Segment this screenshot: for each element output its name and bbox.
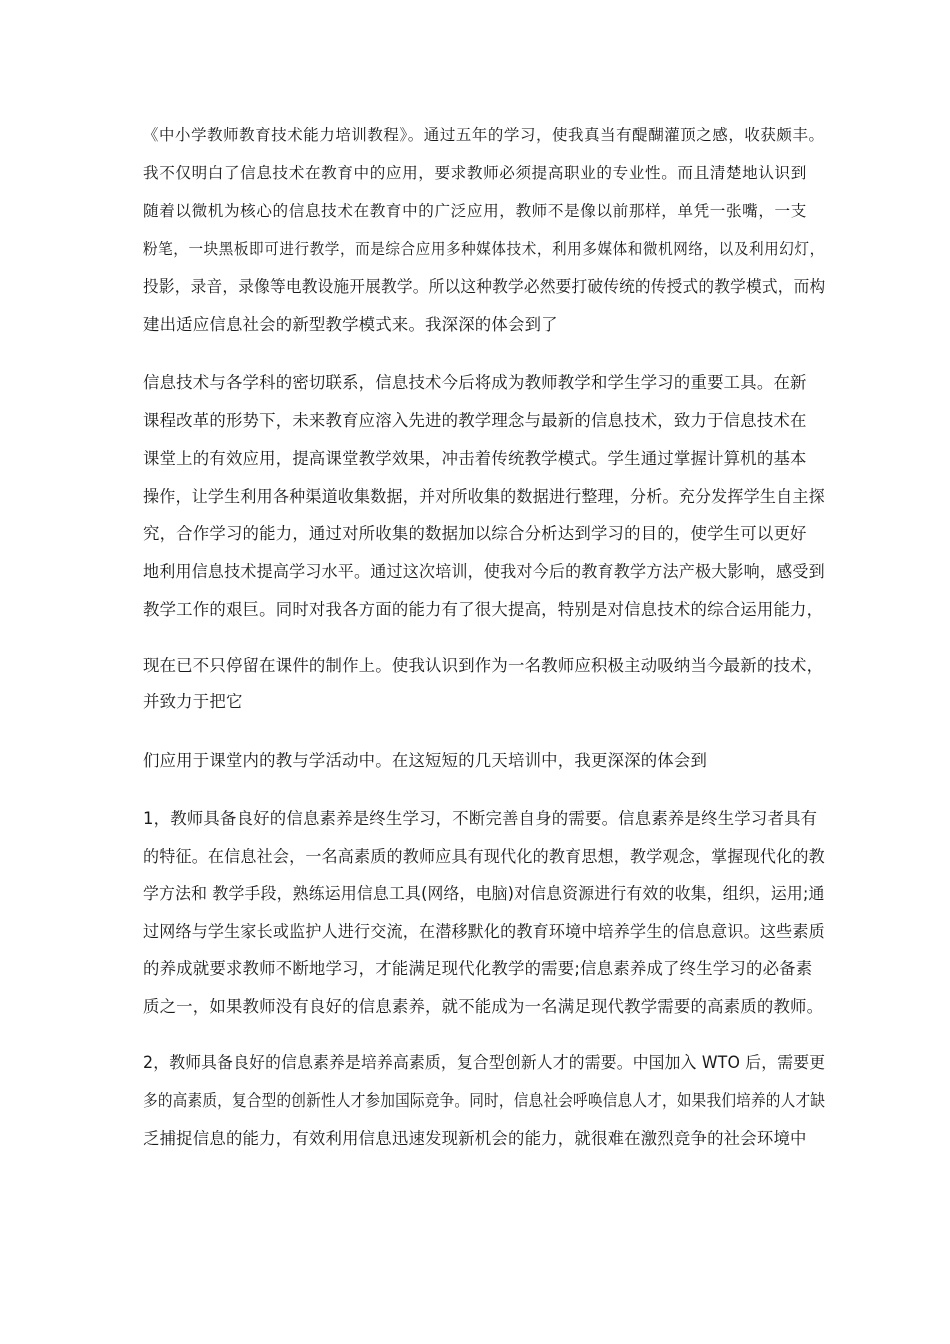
paragraph-3-line-1: 信息技术与各学科的密切联系，信息技术今后将成为教师教学和学生学习的重要工具。在新 [143,373,807,392]
paragraph-7-line-2: 多的高素质，复合型的创新性人才参加国际竞争。同时，信息社会呼唤信息人才，如果我们培养的人才缺 [143,1091,826,1110]
paragraph-5-line-1: 们应用于课堂内的教与学活动中。在这短短的几天培训中，我更深深的体会到 [143,751,708,770]
paragraph-3-line-3: 课堂上的有效应用，提高课堂教学效果，冲击着传统教学模式。学生通过掌握计算机的基本 [143,449,807,468]
paragraph-6-line-5: 的养成就要求教师不断地学习，才能满足现代化教学的需要;信息素养成了终生学习的必备素 [143,959,813,978]
paragraph-6-line-3: 学方法和 教学手段，熟练运用信息工具(网络，电脑)对信息资源进行有效的收集，组织，运用;通 [143,884,825,903]
paragraph-3-line-6: 地利用信息技术提高学习水平。通过这次培训，使我对今后的教育教学方法产极大影响，感受到 [143,562,825,581]
paragraph-3-line-4: 操作，让学生利用各种渠道收集数据，并对所收集的数据进行整理，分析。充分发挥学生自主探 [143,487,825,506]
paragraph-2-line-2: 建出适应信息社会的新型教学模式来。我深深的体会到了 [143,315,558,334]
paragraph-4-line-1: 现在已不只停留在课件的制作上。使我认识到作为一名教师应积极主动吸纳当今最新的技术， [143,656,824,675]
paragraph-6-line-6: 质之一，如果教师没有良好的信息素养，就不能成为一名满足现代教学需要的高素质的教师。 [143,997,824,1016]
paragraph-6-line-1: 1，教师具备良好的信息素养是终生学习，不断完善自身的需要。信息素养是终生学习者具有 [143,809,818,828]
paragraph-6-line-4: 过网络与学生家长或监护人进行交流，在潜移默化的教育环境中培养学生的信息意识。这些素质 [143,922,825,941]
paragraph-1-line-4: 粉笔，一块黑板即可进行教学，而是综合应用多种媒体技术，利用多媒体和微机网络，以及利用幻灯， [143,240,825,258]
paragraph-7-line-1: 2，教师具备良好的信息素养是培养高素质，复合型创新人才的需要。中国加入 WTO 后，需要更 [143,1053,826,1072]
paragraph-1-line-2: 我不仅明白了信息技术在教育中的应用，要求教师必须提高职业的专业性。而且清楚地认识到 [143,164,807,182]
paragraph-2-line-1: 投影，录音，录像等电教设施开展教学。所以这种教学必然要打破传统的传授式的教学模式，而构 [143,277,826,296]
paragraph-4-line-2: 并致力于把它 [143,692,243,711]
paragraph-1-line-1: 《中小学教师教育技术能力培训教程》。通过五年的学习，使我真当有醍醐灌顶之感，收获颇丰。 [143,126,825,144]
paragraph-6-line-2: 的特征。在信息社会，一名高素质的教师应具有现代化的教育思想，教学观念，掌握现代化的教 [143,847,825,866]
paragraph-3-line-7: 教学工作的艰巨。同时对我各方面的能力有了很大提高，特别是对信息技术的综合运用能力， [143,600,824,619]
paragraph-3-line-2: 课程改革的形势下，未来教育应溶入先进的教学理念与最新的信息技术，致力于信息技术在 [143,411,807,430]
paragraph-1-line-3: 随着以微机为核心的信息技术在教育中的广泛应用，教师不是像以前那样，单凭一张嘴，一支 [143,202,807,220]
paragraph-3-line-5: 究，合作学习的能力，通过对所收集的数据加以综合分析达到学习的目的，使学生可以更好 [143,524,807,543]
paragraph-7-line-3: 乏捕捉信息的能力，有效利用信息迅速发现新机会的能力，就很难在激烈竞争的社会环境中 [143,1129,807,1148]
